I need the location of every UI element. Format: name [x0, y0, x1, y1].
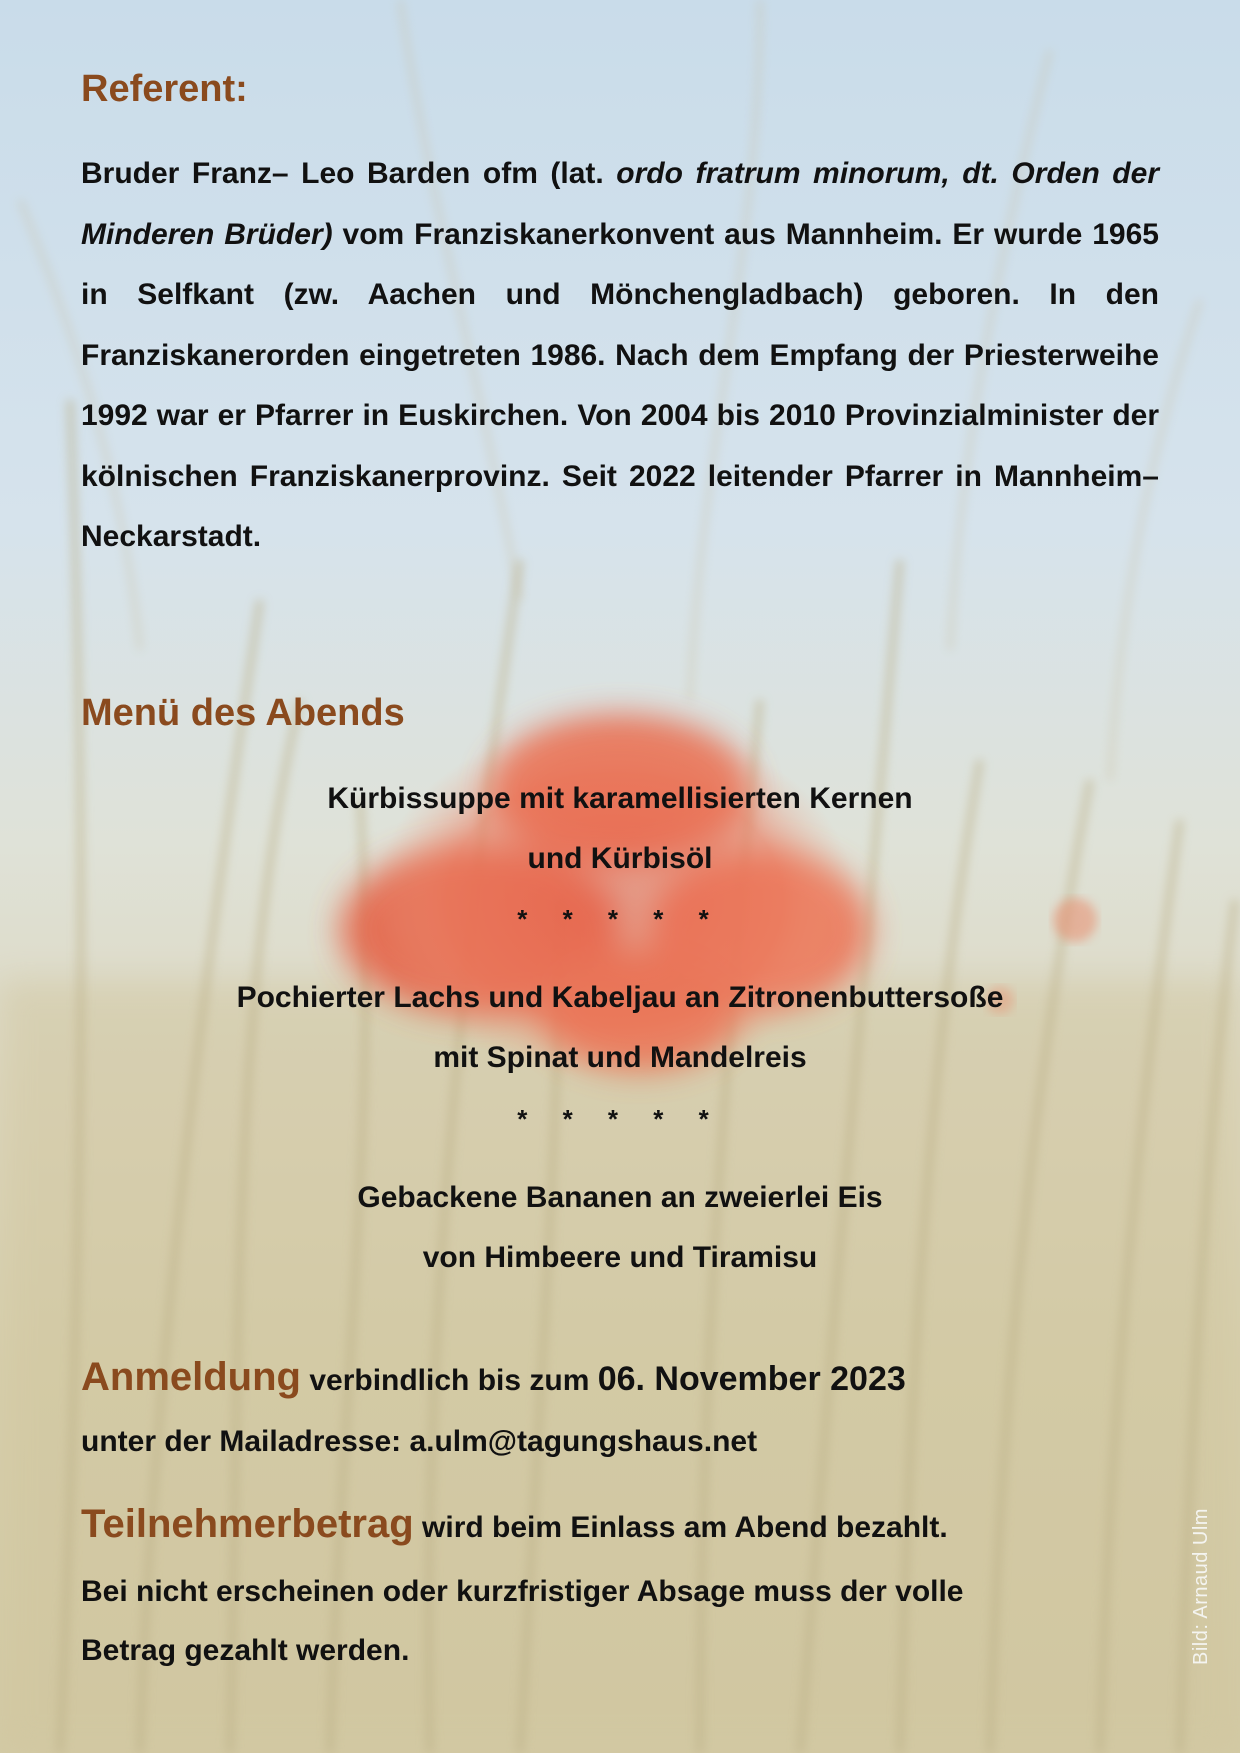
- fee-text: wird beim Einlass am Abend bezahlt.: [413, 1511, 948, 1544]
- bio-text-italic: ordo fratrum minorum, dt. Orden der Minderen Brüder): [81, 157, 1159, 251]
- course-line: mit Spinat und Mandelreis: [433, 1041, 807, 1074]
- menu-course-starter: [120, 769, 1120, 889]
- registration-date: 06. November 2023: [597, 1360, 906, 1398]
- course-line: und Kürbisöl: [527, 842, 713, 875]
- registration-keyword: Anmeldung: [81, 1355, 301, 1399]
- course-line: Gebackene Bananen an zweierlei Eis: [357, 1181, 883, 1214]
- registration-mail-line: unter der Mailadresse: a.ulm@tagungshaus.net: [81, 1425, 758, 1458]
- course-line: Pochierter Lachs und Kabeljau an Zitronenbuttersoße: [236, 981, 1004, 1014]
- course-line: Kürbissuppe mit karamellisierten Kernen: [327, 782, 913, 815]
- menu-separator: * * * * *: [517, 1104, 723, 1134]
- referent-heading: Referent:: [81, 68, 248, 110]
- registration-line: [81, 1355, 906, 1400]
- menu-course-main: [120, 968, 1120, 1088]
- fee-keyword: Teilnehmerbetrag: [81, 1502, 414, 1546]
- registration-text: verbindlich bis zum: [300, 1364, 598, 1397]
- fee-condition-line: Betrag gezahlt werden.: [81, 1634, 410, 1667]
- menu-heading: Menü des Abends: [81, 692, 405, 734]
- menu-separator: * * * * *: [517, 904, 723, 934]
- menu-course-dessert: [120, 1168, 1120, 1288]
- referent-bio: [81, 144, 1159, 568]
- fee-condition-line: Bei nicht erscheinen oder kurzfristiger Absage muss der volle: [81, 1575, 964, 1608]
- bio-text-part2: vom Franziskanerkonvent aus Mannheim. Er wurde 1965 in Selfkant (zw. Aachen und Mönchengladbach) geboren. In den Franziskanerorden eingetreten 1986. Nach dem Empfang der Priesterweihe 1992 war er Pfarrer in Euskirchen. Von 2004 bis 2010 Provinzialminister der kölnischen Franziskanerprovinz. Seit 2022 leitender Pfarrer in Mannheim– Neckarstadt.: [81, 217, 1159, 553]
- bio-text-part1: Bruder Franz– Leo Barden ofm (lat.: [81, 157, 617, 190]
- image-credit: Bild: Arnaud Ulm: [1190, 1508, 1212, 1665]
- course-line: von Himbeere und Tiramisu: [422, 1241, 818, 1274]
- fee-line: [81, 1502, 948, 1547]
